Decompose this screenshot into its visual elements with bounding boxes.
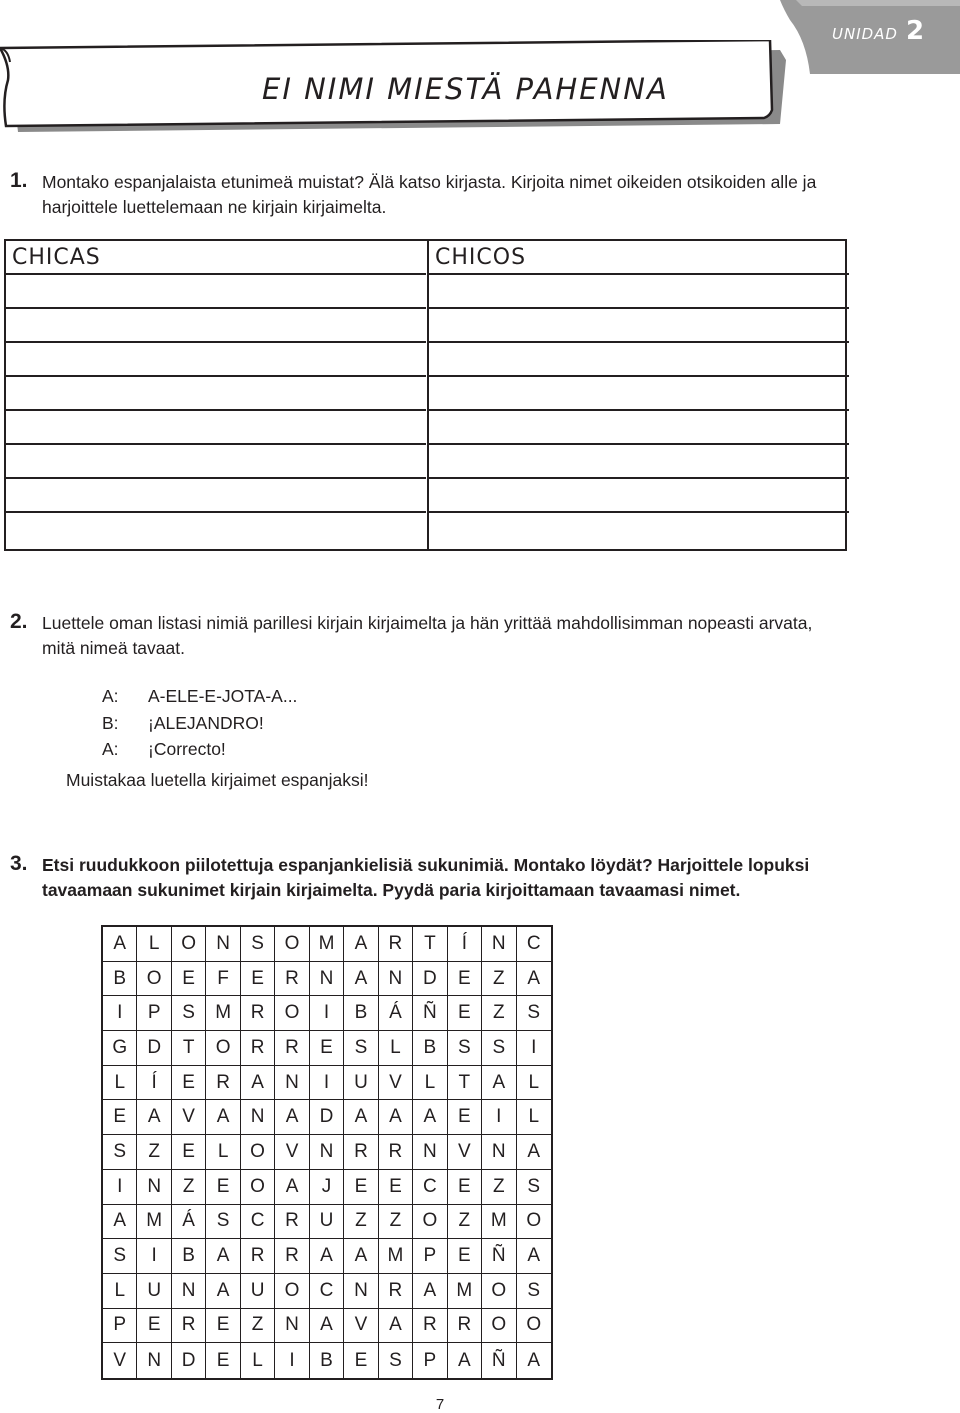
grid-cell[interactable]: G (103, 1031, 137, 1066)
exercise-2-instructions: Luettele oman listasi nimiä parillesi kirjain kirjaimelta ja hän yrittää mahdollisimman nopeasti arvata, mitä nimeä tavaat. (42, 613, 813, 658)
grid-cell[interactable]: R (275, 1205, 309, 1240)
grid-cell[interactable]: A (275, 1100, 309, 1135)
grid-cell[interactable]: L (517, 1066, 551, 1101)
grid-cell[interactable]: A (206, 1274, 240, 1309)
grid-cell[interactable]: A (275, 1170, 309, 1205)
grid-cell[interactable]: R (275, 962, 309, 997)
grid-cell[interactable]: B (310, 1343, 344, 1378)
grid-cell[interactable]: M (482, 1205, 516, 1240)
grid-cell[interactable]: Z (137, 1135, 171, 1170)
unit-number: 2 (906, 16, 925, 46)
grid-cell[interactable]: O (137, 962, 171, 997)
grid-cell[interactable]: N (241, 1100, 275, 1135)
grid-cell[interactable]: N (344, 1274, 378, 1309)
grid-cell[interactable]: R (172, 1309, 206, 1344)
grid-cell[interactable]: C (517, 927, 551, 962)
grid-cell[interactable]: V (344, 1309, 378, 1344)
grid-cell[interactable]: Í (448, 927, 482, 962)
grid-cell[interactable]: N (206, 927, 240, 962)
grid-cell[interactable]: A (103, 927, 137, 962)
grid-cell[interactable]: O (275, 927, 309, 962)
grid-cell[interactable]: N (137, 1343, 171, 1378)
chicas-line[interactable] (6, 343, 426, 377)
grid-cell[interactable]: T (448, 1066, 482, 1101)
grid-cell[interactable]: N (482, 927, 516, 962)
grid-cell[interactable]: U (137, 1274, 171, 1309)
grid-cell[interactable]: S (206, 1205, 240, 1240)
grid-cell[interactable]: E (241, 962, 275, 997)
grid-cell[interactable]: E (448, 962, 482, 997)
grid-cell[interactable]: A (448, 1343, 482, 1378)
grid-cell[interactable]: E (172, 1066, 206, 1101)
word-search-grid (101, 925, 553, 1380)
grid-cell[interactable]: R (241, 1239, 275, 1274)
grid-cell[interactable]: D (310, 1100, 344, 1135)
grid-cell[interactable]: A (482, 1066, 516, 1101)
grid-cell[interactable]: A (310, 1239, 344, 1274)
grid-cell[interactable]: U (310, 1205, 344, 1240)
grid-cell[interactable]: T (172, 1031, 206, 1066)
speaker: B: (102, 712, 119, 733)
grid-cell[interactable]: V (172, 1100, 206, 1135)
grid-cell[interactable]: A (344, 927, 378, 962)
grid-cell[interactable]: N (275, 1066, 309, 1101)
grid-cell[interactable]: Z (482, 962, 516, 997)
grid-cell[interactable]: N (310, 962, 344, 997)
grid-cell[interactable]: E (310, 1031, 344, 1066)
grid-cell[interactable]: M (206, 996, 240, 1031)
grid-cell[interactable]: A (103, 1205, 137, 1240)
grid-cell[interactable]: R (275, 1031, 309, 1066)
grid-cell[interactable]: R (241, 1031, 275, 1066)
grid-cell[interactable]: A (310, 1309, 344, 1344)
grid-cell[interactable]: L (103, 1066, 137, 1101)
grid-cell[interactable]: F (206, 962, 240, 997)
grid-cell[interactable]: R (379, 1274, 413, 1309)
grid-cell[interactable]: R (379, 927, 413, 962)
page-number: 7 (435, 1396, 445, 1413)
grid-cell[interactable]: A (413, 1100, 447, 1135)
grid-cell[interactable]: R (413, 1309, 447, 1344)
exercise-2 (10, 611, 850, 661)
chicas-line[interactable] (6, 411, 426, 445)
grid-cell[interactable]: R (379, 1135, 413, 1170)
grid-cell[interactable]: I (482, 1100, 516, 1135)
grid-cell[interactable]: L (137, 927, 171, 962)
grid-cell[interactable]: A (517, 1239, 551, 1274)
grid-cell[interactable]: P (103, 1309, 137, 1344)
exercise-1 (10, 170, 850, 220)
grid-cell[interactable]: A (206, 1239, 240, 1274)
grid-cell[interactable]: A (517, 962, 551, 997)
grid-cell[interactable]: V (103, 1343, 137, 1378)
dialogue-line (102, 736, 297, 763)
grid-cell[interactable]: M (137, 1205, 171, 1240)
chicos-column (427, 241, 849, 549)
grid-cell[interactable]: O (241, 1170, 275, 1205)
grid-cell[interactable]: L (241, 1343, 275, 1378)
grid-cell[interactable]: R (206, 1066, 240, 1101)
chicas-line[interactable] (6, 513, 426, 547)
grid-cell[interactable]: U (241, 1274, 275, 1309)
grid-cell[interactable]: S (517, 996, 551, 1031)
grid-cell[interactable]: S (379, 1343, 413, 1378)
grid-cell[interactable]: Í (137, 1066, 171, 1101)
chicos-line[interactable] (429, 343, 849, 377)
grid-cell[interactable]: C (241, 1205, 275, 1240)
grid-cell[interactable]: P (413, 1239, 447, 1274)
grid-cell[interactable]: A (527, 1349, 541, 1371)
grid-cell[interactable]: Z (482, 996, 516, 1031)
grid-cell[interactable]: P (413, 1343, 447, 1378)
grid-cell[interactable]: Á (172, 1205, 206, 1240)
chicos-line[interactable] (429, 479, 849, 513)
grid-cell[interactable]: L (103, 1274, 137, 1309)
grid-cell[interactable]: D (413, 962, 447, 997)
grid-cell[interactable]: E (206, 1309, 240, 1344)
grid-cell[interactable]: E (344, 1170, 378, 1205)
grid-cell[interactable]: O (413, 1205, 447, 1240)
grid-cell[interactable]: S (517, 1274, 551, 1309)
grid-cell[interactable]: O (482, 1309, 516, 1344)
grid-cell[interactable]: Ñ (482, 1343, 516, 1378)
grid-cell[interactable]: I (103, 1170, 137, 1205)
grid-cell[interactable]: N (172, 1274, 206, 1309)
grid-cell[interactable]: I (310, 996, 344, 1031)
names-table (4, 239, 847, 551)
grid-cell[interactable]: Z (379, 1205, 413, 1240)
reminder-text: Muistakaa luetella kirjaimet espanjaksi! (66, 770, 369, 790)
grid-cell[interactable]: E (172, 1135, 206, 1170)
grid-cell[interactable]: S (103, 1239, 137, 1274)
grid-cell[interactable]: A (379, 1309, 413, 1344)
grid-cell[interactable]: E (103, 1100, 137, 1135)
grid-cell[interactable]: Ñ (413, 996, 447, 1031)
grid-cell[interactable]: T (413, 927, 447, 962)
chicas-line[interactable] (6, 309, 426, 343)
chicos-line[interactable] (429, 309, 849, 343)
grid-cell[interactable]: L (206, 1135, 240, 1170)
grid-cell[interactable]: O (482, 1274, 516, 1309)
unit-label (832, 16, 924, 56)
grid-cell[interactable]: L (517, 1100, 551, 1135)
grid-cell[interactable]: N (137, 1170, 171, 1205)
grid-cell[interactable]: E (206, 1343, 240, 1378)
grid-cell[interactable]: O (517, 1309, 551, 1344)
page-title: EI NIMI MIESTÄ PAHENNA (262, 72, 669, 106)
grid-cell[interactable]: A (413, 1274, 447, 1309)
grid-cell[interactable]: C (310, 1274, 344, 1309)
grid-cell[interactable]: Z (241, 1309, 275, 1344)
grid-cell[interactable]: V (379, 1066, 413, 1101)
grid-cell[interactable]: S (344, 1031, 378, 1066)
grid-cell[interactable]: B (344, 996, 378, 1031)
chicas-line[interactable] (6, 479, 426, 513)
grid-cell[interactable]: N (310, 1135, 344, 1170)
grid-cell[interactable]: E (172, 962, 206, 997)
grid-cell[interactable]: I (275, 1343, 309, 1378)
grid-cell[interactable]: C (413, 1170, 447, 1205)
grid-cell[interactable]: R (275, 1239, 309, 1274)
speaker: A: (102, 686, 119, 706)
dialogue-line (102, 710, 297, 737)
grid-cell[interactable]: R (344, 1135, 378, 1170)
chicas-line[interactable] (6, 275, 426, 309)
grid-cell[interactable]: S (172, 996, 206, 1031)
exercise-3-instructions: Etsi ruudukkoon piilotettuja espanjankielisiä sukunimiä. Montako löydät? Harjoittele lopuksi tavaamaan sukunimet kirjain kirjaimelta. Pyydä paria kirjoittamaan tavaamasi nimet. (42, 855, 810, 900)
grid-cell[interactable]: E (448, 1239, 482, 1274)
grid-cell[interactable]: E (344, 1343, 378, 1378)
chicas-column (6, 241, 426, 549)
chicos-line[interactable] (429, 513, 849, 547)
grid-cell[interactable]: B (103, 962, 137, 997)
grid-cell[interactable]: S (448, 1031, 482, 1066)
grid-cell[interactable]: S (241, 927, 275, 962)
grid-cell[interactable]: I (310, 1066, 344, 1101)
dialogue-line (102, 683, 297, 710)
grid-cell[interactable]: S (103, 1135, 137, 1170)
grid-cell[interactable]: L (379, 1031, 413, 1066)
unit-word: UNIDAD (832, 25, 898, 43)
utterance: ¡ALEJANDRO! (148, 712, 264, 733)
grid-cell[interactable]: L (413, 1066, 447, 1101)
dialogue (102, 683, 297, 763)
chicos-heading: CHICOS (429, 241, 849, 275)
grid-cell[interactable]: A (206, 1100, 240, 1135)
grid-cell[interactable]: A (344, 962, 378, 997)
chicos-line[interactable] (429, 445, 849, 479)
grid-cell[interactable]: O (206, 1031, 240, 1066)
grid-cell[interactable]: V (275, 1135, 309, 1170)
exercise-3-number: 3. (10, 852, 28, 875)
utterance: ¡Correcto! (148, 739, 226, 759)
grid-cell[interactable]: E (137, 1309, 171, 1344)
grid-cell[interactable]: B (172, 1239, 206, 1274)
exercise-3 (10, 853, 850, 903)
chicos-line[interactable] (429, 275, 849, 309)
grid-cell[interactable]: N (379, 962, 413, 997)
grid-cell[interactable]: Z (344, 1205, 378, 1240)
grid-cell[interactable]: Z (448, 1205, 482, 1240)
grid-cell[interactable]: A (517, 1135, 551, 1170)
grid-cell[interactable]: Z (482, 1170, 516, 1205)
grid-cell[interactable]: A (137, 1100, 171, 1135)
grid-cell[interactable]: M (448, 1274, 482, 1309)
grid-cell[interactable]: R (241, 996, 275, 1031)
chicas-heading: CHICAS (6, 241, 426, 275)
grid-cell[interactable]: J (310, 1170, 344, 1205)
grid-cell[interactable]: S (517, 1170, 551, 1205)
grid-cell[interactable]: R (448, 1309, 482, 1344)
grid-cell[interactable]: O (172, 927, 206, 962)
grid-cell[interactable]: A (344, 1100, 378, 1135)
grid-cell[interactable]: O (241, 1135, 275, 1170)
grid-cell[interactable]: E (379, 1170, 413, 1205)
grid-cell[interactable]: D (137, 1031, 171, 1066)
chicos-line[interactable] (429, 411, 849, 445)
exercise-1-instructions: Montako espanjalaista etunimeä muistat? Älä katso kirjasta. Kirjoita nimet oikeiden otsikoiden alle ja harjoittele luettelemaan ne kirjain kirjaimelta. (42, 172, 817, 217)
speaker: A: (102, 739, 119, 759)
grid-cell[interactable]: N (482, 1135, 516, 1170)
grid-cell[interactable]: O (275, 996, 309, 1031)
grid-cell[interactable]: P (137, 996, 171, 1031)
exercise-1-number: 1. (10, 169, 28, 192)
grid-cell[interactable]: M (379, 1239, 413, 1274)
grid-cell[interactable]: U (344, 1066, 378, 1101)
grid-cell[interactable]: D (172, 1343, 206, 1378)
grid-cell[interactable]: B (413, 1031, 447, 1066)
grid-cell[interactable]: N (413, 1135, 447, 1170)
grid-cell[interactable]: O (275, 1274, 309, 1309)
grid-cell[interactable]: I (137, 1239, 171, 1274)
grid-cell[interactable]: E (448, 996, 482, 1031)
chicas-line[interactable] (6, 377, 426, 411)
grid-cell[interactable]: I (517, 1031, 551, 1066)
grid-cell[interactable]: Á (379, 996, 413, 1031)
chicos-line[interactable] (429, 377, 849, 411)
grid-cell[interactable]: Ñ (482, 1239, 516, 1274)
grid-cell[interactable]: E (206, 1170, 240, 1205)
grid-cell[interactable]: E (448, 1170, 482, 1205)
grid-cell[interactable]: A (344, 1239, 378, 1274)
grid-cell[interactable]: I (103, 996, 137, 1031)
grid-cell[interactable]: M (310, 927, 344, 962)
grid-cell[interactable]: O (517, 1205, 551, 1240)
utterance: A-ELE-E-JOTA-A... (148, 686, 298, 706)
chicas-line[interactable] (6, 445, 426, 479)
exercise-2-number: 2. (10, 610, 28, 633)
grid-cell[interactable]: E (448, 1100, 482, 1135)
grid-cell[interactable]: A (379, 1100, 413, 1135)
grid-cell[interactable]: N (275, 1309, 309, 1344)
grid-cell[interactable]: S (482, 1031, 516, 1066)
grid-cell[interactable]: V (448, 1135, 482, 1170)
grid-cell[interactable]: A (241, 1066, 275, 1101)
grid-cell[interactable]: Z (172, 1170, 206, 1205)
